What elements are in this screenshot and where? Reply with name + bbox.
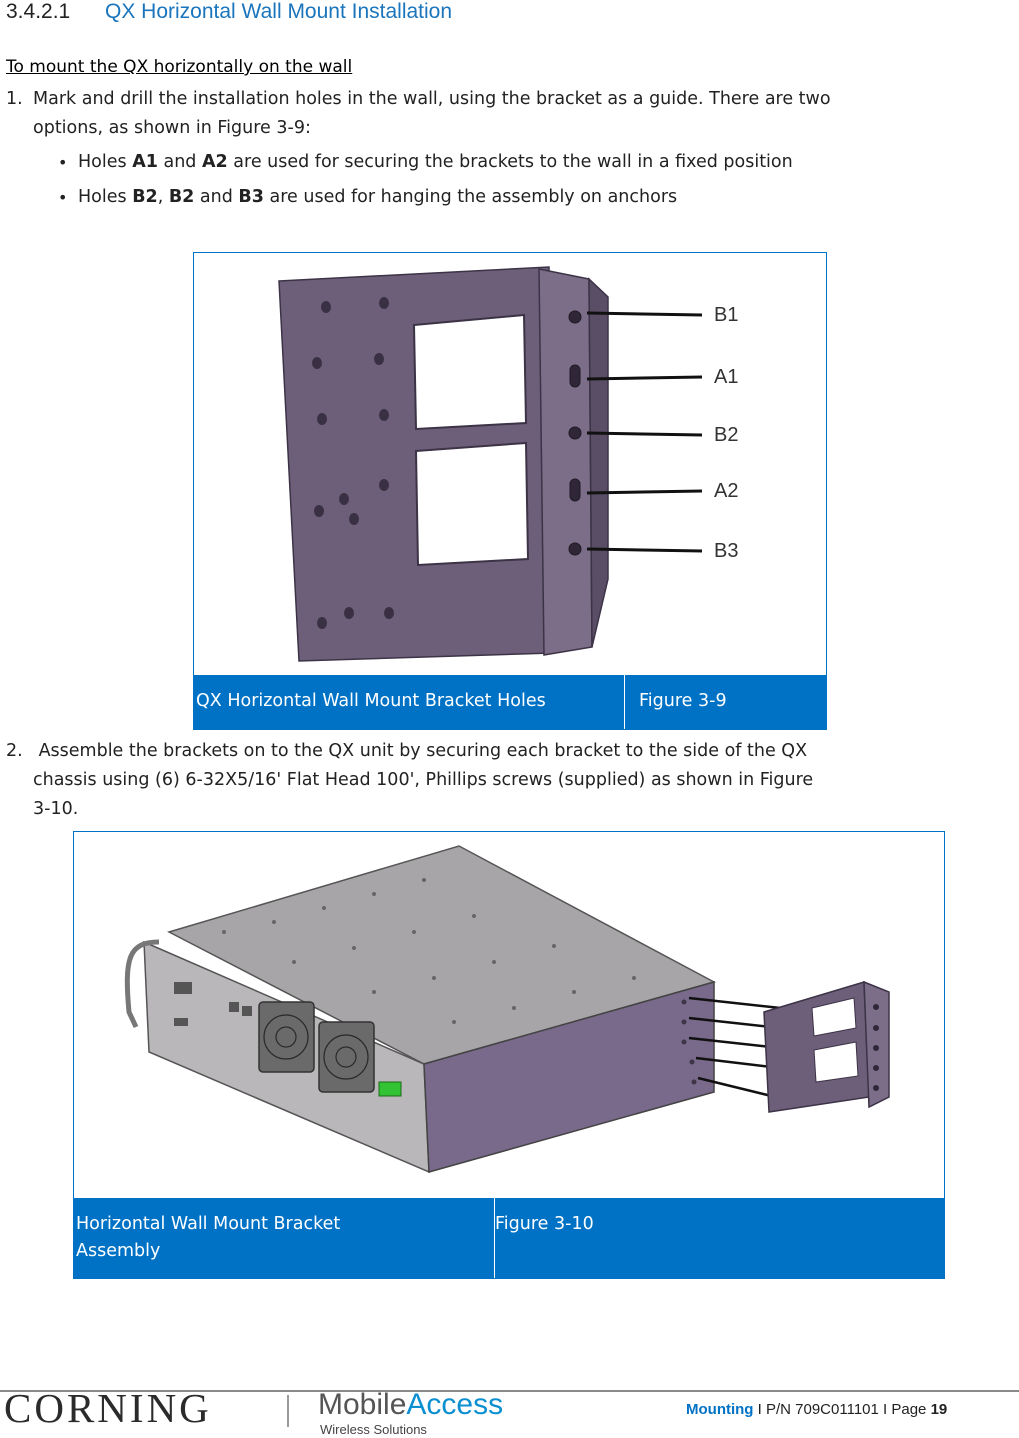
figure-3-10-frame [73, 831, 945, 1279]
procedure-title: To mount the QX horizontally on the wall [6, 57, 353, 77]
bullet-text: Holes [78, 187, 133, 207]
corning-logo: CORNING [4, 1385, 212, 1431]
bullet-text: , [157, 187, 169, 207]
step-1-line-1: Mark and drill the installation holes in the wall, using the bracket as a guide. There are two [33, 89, 831, 109]
bullet-text: Holes [78, 152, 133, 172]
step-1-number: 1. [6, 89, 23, 109]
figure-3-9-number: Figure 3-9 [639, 691, 727, 711]
step-1-line-2: options, as shown in Figure 3-9: [33, 118, 311, 138]
step-2-number: 2. [6, 741, 23, 761]
bullet-text: and [157, 152, 202, 172]
figure-3-10-caption-line-2: Assembly [76, 1241, 161, 1261]
hole-label: B2 [132, 187, 158, 207]
bracket-window-top [414, 315, 526, 429]
hole-label: B3 [238, 187, 264, 207]
section-title: QX Horizontal Wall Mount Installation [105, 0, 453, 23]
figure-3-9-caption: QX Horizontal Wall Mount Bracket Holes [196, 691, 546, 711]
figure-3-9-frame [193, 252, 827, 730]
bullet-item [58, 152, 793, 172]
hole-label: A2 [201, 152, 228, 172]
hole-label-b3: B3 [714, 540, 739, 562]
hole-label-b2: B2 [714, 424, 739, 446]
page-footer-info [686, 1401, 947, 1418]
hole-label-a1: A1 [714, 366, 739, 388]
bullet-item [58, 187, 677, 207]
figure-3-10-caption-line-1: Horizontal Wall Mount Bracket [76, 1214, 341, 1234]
hole-label: A1 [132, 152, 158, 172]
bullet-text: are used for securing the brackets to the wall in a fixed position [227, 152, 793, 172]
section-number: 3.4.2.1 [6, 0, 71, 23]
bullet-text: are used for hanging the assembly on anchors [263, 187, 678, 207]
figure-3-9-caption-bar [194, 675, 826, 729]
bracket-flange-edge [589, 279, 608, 647]
footer-page-number: 19 [930, 1401, 948, 1418]
bracket-assembly-illustration [74, 832, 944, 1198]
step-2-line-2: chassis using (6) 6-32X5/16' Flat Head 100', Phillips screws (supplied) as shown in Figure [33, 770, 814, 790]
step-2-line-3: 3-10. [33, 799, 79, 819]
footer-section: Mounting [686, 1401, 754, 1418]
mobileaccess-logo [318, 1388, 503, 1422]
bullet-text: and [194, 187, 239, 207]
figure-3-9-divider [624, 675, 625, 729]
bracket-flange [539, 269, 592, 655]
figure-3-10-divider [494, 1198, 495, 1278]
hole-label: B2 [168, 187, 195, 207]
bullet-dot: • [58, 153, 68, 172]
logo-divider [287, 1395, 289, 1427]
step-2-line-1: Assemble the brackets on to the QX unit by securing each bracket to the side of the QX [33, 741, 808, 761]
mobileaccess-logo-access: Access [406, 1388, 504, 1421]
chassis-connector [379, 1082, 401, 1096]
bracket-window-bottom [416, 443, 528, 565]
bullet-dot: • [58, 188, 68, 207]
figure-3-10-caption-bar [74, 1198, 944, 1278]
wireless-solutions-tagline: Wireless Solutions [320, 1422, 427, 1437]
hole-label-a2: A2 [714, 480, 739, 502]
footer-part-number: I P/N 709C011101 I Page [753, 1401, 931, 1418]
bracket-holes-illustration [194, 253, 826, 675]
figure-3-10-number: Figure 3-10 [495, 1214, 594, 1234]
hole-label-b1: B1 [714, 304, 739, 326]
mobileaccess-logo-mobile: Mobile [318, 1388, 407, 1421]
